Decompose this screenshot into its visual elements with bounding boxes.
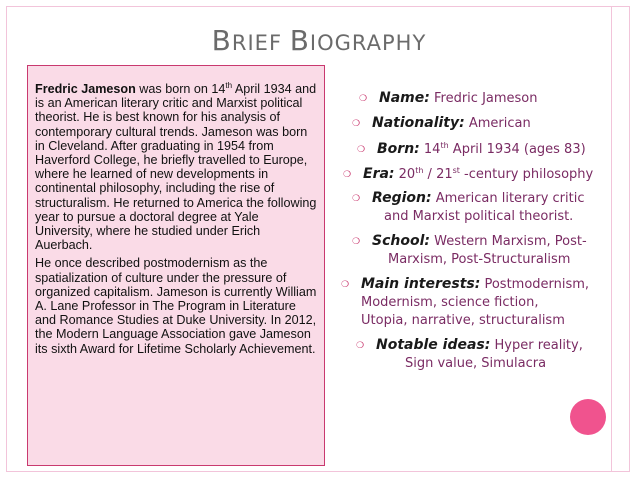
bullet-icon: ❍	[352, 237, 361, 247]
bullet-icon: ❍	[343, 170, 352, 180]
fact-born	[357, 140, 586, 159]
fact-born-date: April 1934 (ages 83)	[448, 142, 586, 157]
fact-region	[352, 189, 585, 208]
bullet-icon: ❍	[341, 280, 350, 290]
fact-interests-value: Postmodernism,	[480, 277, 590, 292]
fact-era-part-2: / 21	[423, 167, 453, 182]
subject-name: Fredric Jameson	[35, 82, 136, 96]
bullet-icon: ❍	[359, 94, 368, 104]
title-initial-2: B	[289, 24, 310, 57]
slide-title	[0, 24, 638, 57]
slide-right-rule	[611, 6, 612, 472]
fact-born-label: Born:	[377, 141, 420, 157]
bullet-icon: ❍	[352, 119, 361, 129]
fact-nationality	[352, 114, 531, 133]
fact-era-label: Era:	[363, 166, 395, 182]
title-rest-2: IOGRAPHY	[309, 31, 427, 55]
fact-era-superscript-1: th	[415, 166, 424, 175]
biography-text-box	[27, 65, 325, 466]
bullet-icon: ❍	[356, 341, 365, 351]
fact-nationality-value: American	[464, 116, 531, 131]
fact-school-value: Western Marxism, Post-	[429, 234, 587, 249]
fact-era-part-3: -century philosophy	[459, 167, 594, 182]
fact-nationality-label: Nationality:	[372, 115, 465, 131]
fact-born-day: 14	[419, 142, 441, 157]
fact-ideas-line-2: Sign value, Simulacra	[405, 356, 547, 371]
fact-name	[359, 89, 538, 108]
fact-region-label: Region:	[372, 190, 432, 206]
fact-region-line-2: and Marxist political theorist.	[384, 209, 574, 224]
fact-ideas-label: Notable ideas:	[376, 337, 491, 353]
fact-school	[352, 232, 587, 251]
fact-region-value: American literary critic	[431, 191, 585, 206]
fact-interests-line-2: Modernism, science fiction,	[361, 295, 539, 310]
p1-part-a: was born on 14	[135, 82, 226, 96]
fact-era	[343, 165, 594, 184]
fact-school-line-2: Marxism, Post-Structuralism	[388, 252, 571, 267]
bullet-icon: ❍	[352, 194, 361, 204]
title-rest-1: RIEF	[231, 31, 290, 55]
p1-part-b: April 1934 and is an American literary critic and Marxist political theorist. He is best known for his analysis of contemporary cultural trends. Jameson was born in Cleveland. After graduating in 1954 from Haverford College, he briefly travelled to Europe, where he learned of new developments in continental philosophy, including the rise of structuralism. He returned to America the following year to pursue a doctoral degree at Yale University, where he studied under Erich Auerbach.	[35, 82, 317, 253]
fact-born-superscript: th	[440, 141, 449, 150]
fact-era-superscript-2: st	[452, 166, 460, 175]
fact-ideas	[356, 336, 583, 355]
fact-school-label: School:	[372, 233, 430, 249]
p1-superscript: th	[225, 81, 233, 90]
biography-paragraph-1	[35, 82, 318, 252]
fact-interests-label: Main interests:	[361, 276, 481, 292]
decorative-pink-circle	[570, 399, 606, 435]
biography-paragraph-2: He once described postmodernism as the spatialization of culture under the pressure of organized capitalism. Jameson is currently William A. Lane Professor in The Program in Literature and Romance Studies at Duke University. In 2012, the Modern Language Association gave Jameson its sixth Award for Lifetime Scholarly Achievement.	[35, 256, 317, 356]
fact-ideas-value: Hyper reality,	[490, 338, 583, 353]
fact-interests-line-3: Utopia, narrative, structuralism	[361, 313, 565, 328]
title-initial-1: B	[211, 24, 232, 57]
fact-name-label: Name:	[379, 90, 430, 106]
fact-era-part-1: 20	[394, 167, 416, 182]
fact-interests	[341, 275, 590, 294]
bullet-icon: ❍	[357, 145, 366, 155]
fact-name-value: Fredric Jameson	[429, 91, 538, 106]
